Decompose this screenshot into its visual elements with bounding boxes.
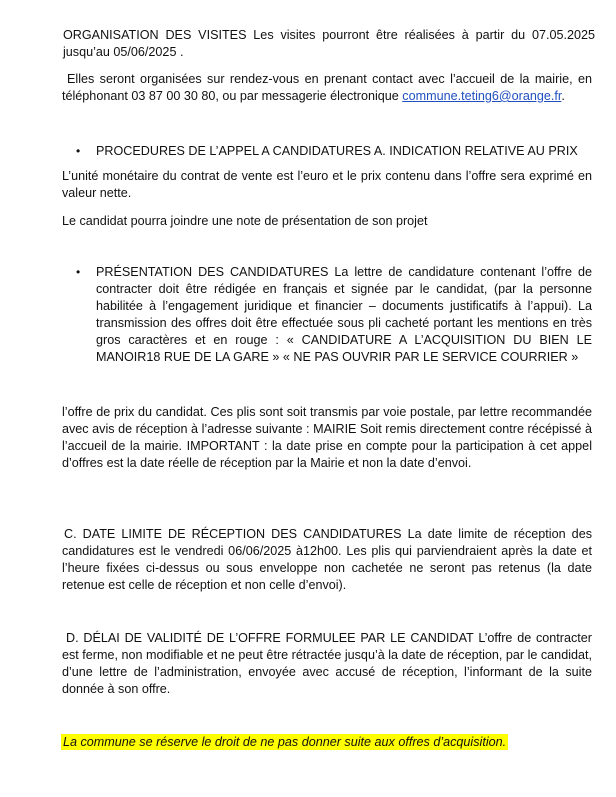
reserve-highlight: La commune se réserve le droit de ne pas donner suite aux offres d’acquisition. xyxy=(63,735,507,749)
rdv-phone-text: téléphonant 03 87 00 30 80, ou par messagerie électronique xyxy=(62,89,403,103)
presentation-paragraph: PRÉSENTATION DES CANDIDATURES La lettre de candidature contenant l’offre de contracter doit être rédigée en français et signée par le candidat, (par la personne habilitée à l’engagement juridique et financier – documents justificatifs à l’appui). La transmission des offres doit être effectuée sous pli cacheté portant les mentions en très gros caractères et en rouge : « CANDIDATURE A L’ACQUISITION DU BIEN LE MANOIR18 RUE DE LA GARE » « NE PAS OUVRIR PAR LE SERVICE COURRIER » xyxy=(96,265,592,364)
email-link[interactable]: commune.teting6@orange.fr xyxy=(402,89,562,103)
prix-paragraph: L’unité monétaire du contrat de vente est l’euro et le prix contenu dans l’offre sera exprimé en valeur nette. xyxy=(62,169,592,200)
note-paragraph: Le candidat pourra joindre une note de présentation de son projet xyxy=(62,214,428,228)
rdv-line-1: Elles seront organisées sur rendez-vous en prenant contact avec l’accueil de la mairie, en xyxy=(67,72,592,86)
visites-line-1: ORGANISATION DES VISITES Les visites pourront être réalisées à partir du 07.05.2025 xyxy=(63,28,595,42)
rdv-line-2 xyxy=(62,88,592,105)
procedures-bullet: • xyxy=(76,144,81,158)
rdv-line-2-end: . xyxy=(561,89,565,103)
date-limite-paragraph: C. DATE LIMITE DE RÉCEPTION DES CANDIDATURES La date limite de réception des candidatures est le vendredi 06/06/2025 à12h00. Les plis qui parviendraient après la date et l’heure fixées ci-dessus ou sous enveloppe non cachetée ne seront pas retenus (la date retenue est celle de réception et non celle d’envoi). xyxy=(62,527,592,592)
rdv-paragraph xyxy=(62,71,592,105)
visites-paragraph xyxy=(63,27,595,61)
procedures-heading: PROCEDURES DE L’APPEL A CANDIDATURES A. INDICATION RELATIVE AU PRIX xyxy=(96,144,578,158)
visites-line-2: jusqu’au 05/06/2025 . xyxy=(63,45,184,59)
envoi-paragraph: l’offre de prix du candidat. Ces plis sont soit transmis par voie postale, par lettre recommandée avec avis de réception à l’adresse suivante : MAIRIE Soit remis directement contre récépissé à l’accueil de la mairie. IMPORTANT : la date prise en compte pour la participation à cet appel d’offres est la date réelle de réception par la Mairie et non la date d’envoi. xyxy=(62,405,592,470)
reserve-paragraph xyxy=(61,734,601,751)
validite-paragraph: D. DÉLAI DE VALIDITÉ DE L’OFFRE FORMULEE PAR LE CANDIDAT L’offre de contracter est ferme, non modifiable et ne peut être rétractée jusqu’à la date de réception, par le candidat, d’une lettre de l’administration, envoyée avec accusé de réception, l’informant de la suite donnée à son offre. xyxy=(62,631,592,696)
presentation-bullet: • xyxy=(76,265,81,279)
